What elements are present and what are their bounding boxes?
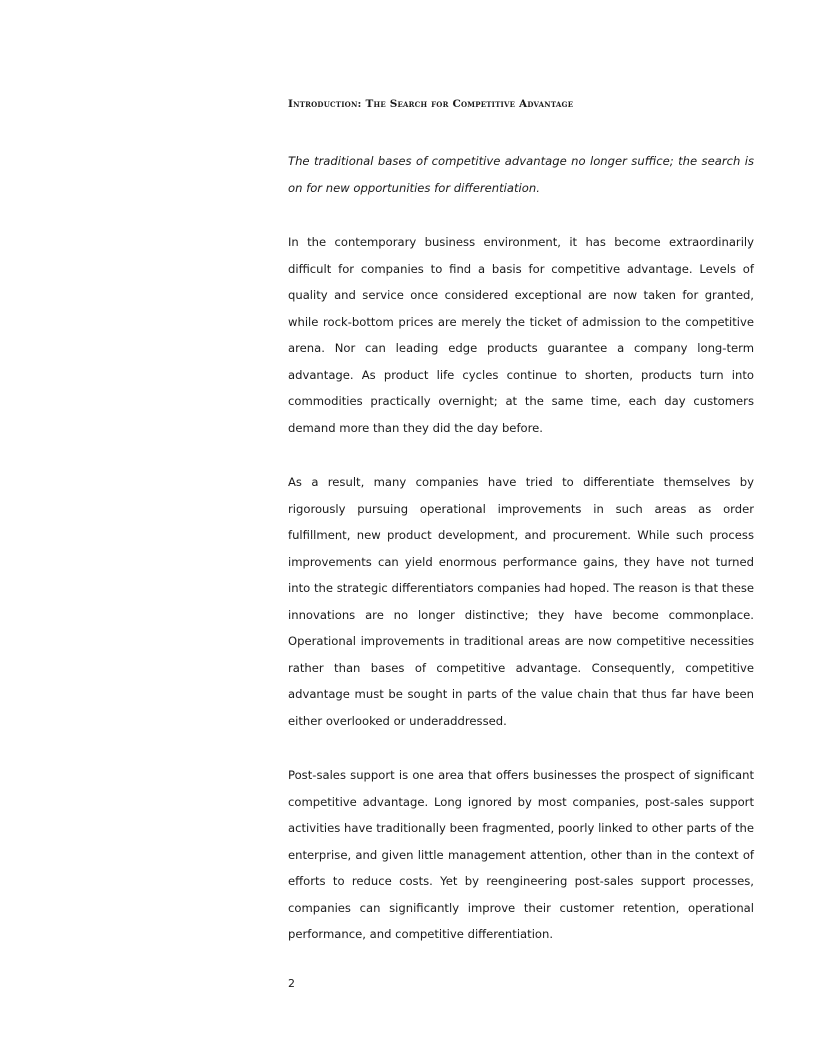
intro-quote: The traditional bases of competitive advantage no longer suffice; the search is on for new opportunities for differentiation. xyxy=(288,154,754,195)
section-title: Introduction: The Search for Competitive Advantage xyxy=(288,98,574,110)
body-paragraph-1: In the contemporary business environment, it has become extraordinarily difficult for companies to find a basis for competitive advantage. Levels of quality and service once considered exceptional are now taken for granted, while rock-bottom prices are merely the ticket of admission to the competitive arena. Nor can leading edge products guarantee a company long-term advantage. As product life cycles continue to shorten, products turn into commodities practically overnight; at the same time, each day customers demand more than they did the day before. xyxy=(288,235,754,435)
page-number: 2 xyxy=(288,977,295,990)
page-content xyxy=(288,96,754,948)
body-paragraph-3: Post-sales support is one area that offers businesses the prospect of significant competitive advantage. Long ignored by most companies, post-sales support activities have traditionally been fragmented, poorly linked to other parts of the enterprise, and given little management attention, other than in the context of efforts to reduce costs. Yet by reengineering post-sales support processes, companies can significantly improve their customer retention, operational performance, and competitive differentiation. xyxy=(288,768,754,941)
body-paragraph-2: As a result, many companies have tried to differentiate themselves by rigorously pursuing operational improvements in such areas as order fulfillment, new product development, and procurement. While such process improvements can yield enormous performance gains, they have not turned into the strategic differentiators companies had hoped. The reason is that these innovations are no longer distinctive; they have become commonplace. Operational improvements in traditional areas are now competitive necessities rather than bases of competitive advantage. Consequently, competitive advantage must be sought in parts of the value chain that thus far have been either overlooked or underaddressed. xyxy=(288,475,754,728)
